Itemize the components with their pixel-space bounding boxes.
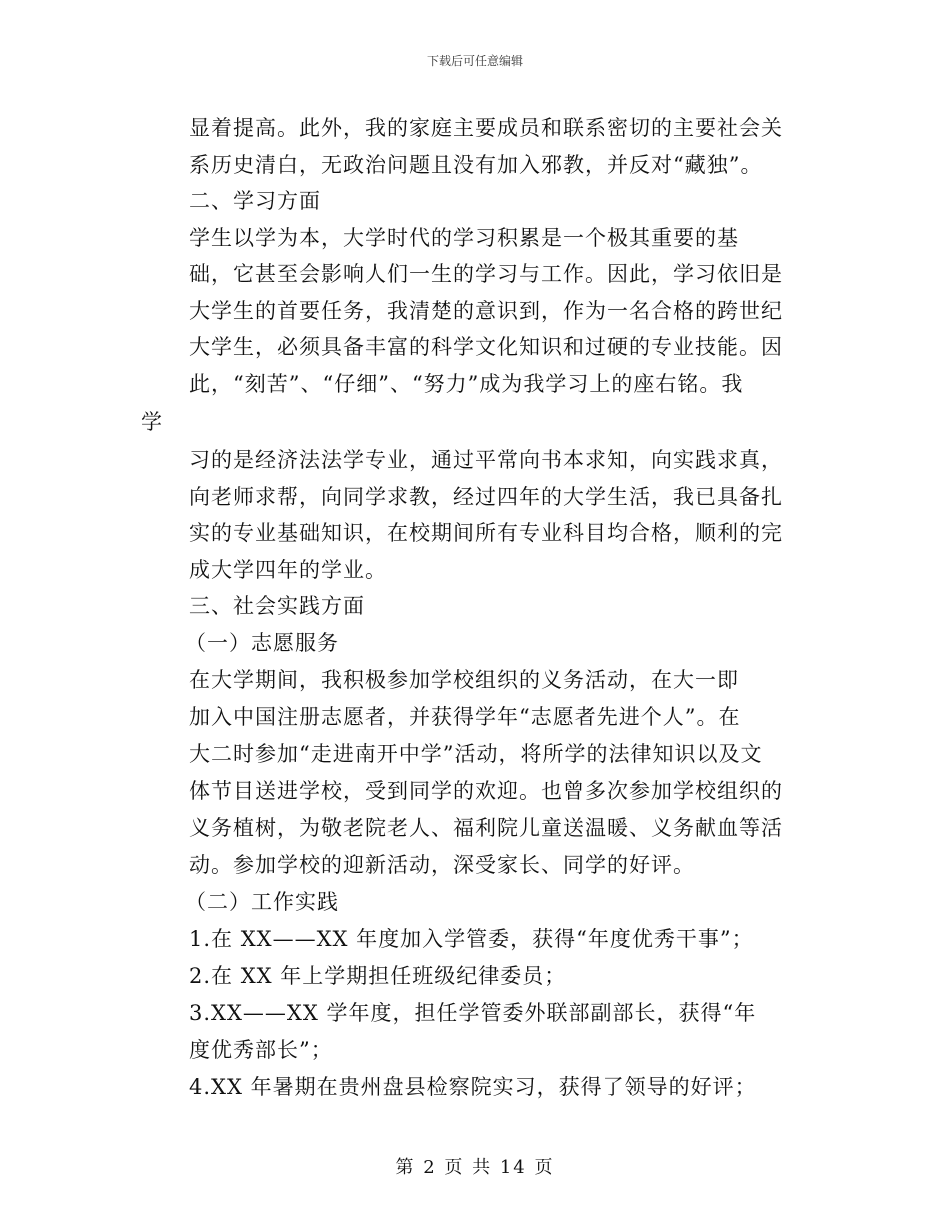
body-line: 成大学四年的学业。 [189, 558, 387, 582]
list-item: 4.XX 年暑期在贵州盘县检察院实习，获得了领导的好评； [189, 1075, 757, 1099]
subsection-heading: （一）志愿服务 [185, 631, 339, 655]
body-line: 义务植树，为敬老院老人、福利院儿童送温暖、义务献血等活 [189, 816, 783, 840]
body-line: 习的是经济法法学专业，通过平常向书本求知，向实践求真， [189, 448, 783, 472]
list-item: 3.XX——XX 学年度，担任学管委外联部副部长，获得“年 [189, 1001, 757, 1025]
body-line: 实的专业基础知识，在校期间所有专业科目均合格，顺利的完 [189, 521, 783, 545]
section-heading: 三、社会实践方面 [189, 594, 365, 618]
body-line: 大二时参加“走进南开中学”活动，将所学的法律知识以及文 [189, 742, 763, 766]
body-line: 显着提高。此外，我的家庭主要成员和联系密切的主要社会关 [189, 116, 783, 140]
body-line: 大学生的首要任务，我清楚的意识到，作为一名合格的跨世纪 [189, 299, 783, 323]
body-line: 学 [141, 410, 163, 434]
section-heading: 二、学习方面 [189, 189, 321, 213]
body-line: 在大学期间，我积极参加学校组织的义务活动，在大一即 [189, 668, 739, 692]
body-line: 此，“刻苦”、“仔细”、“努力”成为我学习上的座右铭。我 [189, 372, 744, 396]
list-item: 1.在 XX——XX 年度加入学管委，获得“年度优秀干事”； [189, 927, 754, 951]
body-line: 大学生，必须具备丰富的科学文化知识和过硬的专业技能。因 [189, 335, 783, 359]
page-header: 下载后可任意编辑 [426, 54, 523, 68]
body-line: 加入中国注册志愿者，并获得学年“志愿者先进个人”。在 [189, 705, 741, 729]
subsection-heading: （二）工作实践 [185, 890, 339, 914]
body-line: 础，它甚至会影响人们一生的学习与工作。因此，学习依旧是 [189, 262, 783, 286]
list-item-continued: 度优秀部长”； [189, 1038, 333, 1062]
body-line: 学生以学为本，大学时代的学习积累是一个极其重要的基 [189, 226, 739, 250]
page-number: 第 2 页 共 14 页 [395, 1157, 555, 1178]
body-line: 向老师求帮，向同学求教，经过四年的大学生活，我已具备扎 [189, 485, 783, 509]
body-line: 体节目送进学校，受到同学的欢迎。也曾多次参加学校组织的 [189, 779, 783, 803]
body-line: 动。参加学校的迎新活动，深受家长、同学的好评。 [189, 853, 695, 877]
list-item: 2.在 XX 年上学期担任班级纪律委员； [189, 964, 567, 988]
body-line: 系历史清白，无政治问题且没有加入邪教，并反对“藏独”。 [189, 153, 763, 177]
